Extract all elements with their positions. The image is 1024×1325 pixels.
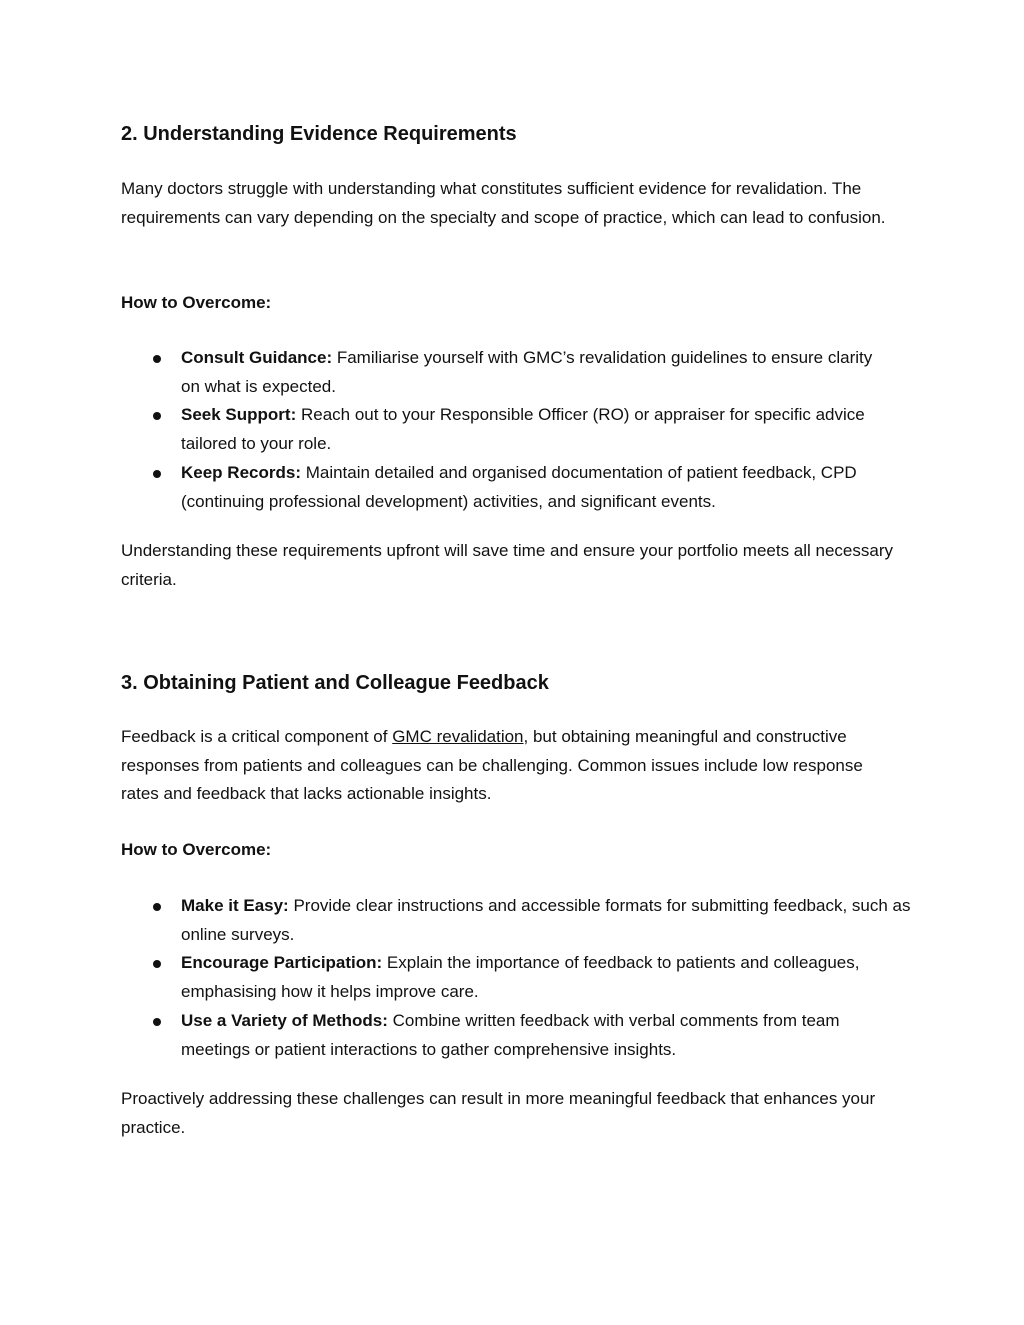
section-evidence-requirements <box>121 120 911 148</box>
list-item-term: Consult Guidance: <box>181 348 333 367</box>
list-item <box>121 1007 911 1064</box>
section-heading: 3. Obtaining Patient and Colleague Feedback <box>121 672 549 694</box>
bullet-list <box>121 344 881 516</box>
list-item <box>121 459 881 516</box>
list-item-term: Encourage Participation: <box>181 953 383 973</box>
list-item-text: Explain the importance of feedback to patients and colleagues, emphasising how it helps improve care. <box>181 953 860 1002</box>
bullet-icon <box>153 1018 161 1026</box>
how-to-overcome-label: How to Overcome: <box>121 840 272 859</box>
intro-paragraph: Many doctors struggle with understanding what constitutes sufficient evidence for revalidation. The requirements can vary depending on the specialty and scope of practice, which can lead to confusion. <box>121 179 886 227</box>
bullet-icon <box>153 470 161 478</box>
list-item-text: Provide clear instructions and accessible formats for submitting feedback, such as online surveys. <box>181 896 911 944</box>
how-to-overcome-block <box>121 836 911 864</box>
intro-text-after: , but obtaining meaningful and constructive responses from patients and colleagues can be challenging. Common issues include low response rates and feedback that lacks actionable insights. <box>121 727 863 804</box>
bullet-icon <box>153 903 161 911</box>
section-feedback <box>121 669 911 697</box>
list-item-term: Seek Support: <box>181 405 297 425</box>
list-item-term: Use a Variety of Methods: <box>181 1010 388 1030</box>
bullet-icon <box>153 355 161 363</box>
intro-paragraph <box>121 723 881 809</box>
how-to-overcome-block <box>121 289 911 317</box>
list-item <box>121 344 881 401</box>
closing-paragraph: Understanding these requirements upfront will save time and ensure your portfolio meets all necessary criteria. <box>121 541 894 589</box>
list-item-term: Make it Easy: <box>181 896 289 915</box>
list-item-text: Reach out to your Responsible Officer (RO) or appraiser for specific advice tailored to your role. <box>181 405 865 454</box>
list-item <box>121 401 881 458</box>
closing-paragraph-block <box>121 537 911 594</box>
section-intro-paragraph <box>121 723 881 809</box>
list-item <box>121 949 911 1006</box>
list-item-text: Combine written feedback with verbal comments from team meetings or patient interactions to gather comprehensive insights. <box>181 1010 840 1059</box>
bullet-icon <box>153 960 161 968</box>
closing-paragraph-block <box>121 1085 901 1142</box>
list-item-term: Keep Records: <box>181 462 301 482</box>
list-item <box>121 892 911 949</box>
list-item-text: Familiarise yourself with GMC’s revalidation guidelines to ensure clarity on what is expected. <box>181 348 873 396</box>
section-intro-paragraph <box>121 175 911 232</box>
section-heading: 2. Understanding Evidence Requirements <box>121 123 517 145</box>
intro-text-before: Feedback is a critical component of <box>121 727 393 746</box>
gmc-revalidation-link[interactable]: GMC revalidation <box>392 727 524 746</box>
bullet-list <box>121 892 911 1064</box>
bullet-icon <box>153 412 161 420</box>
closing-paragraph: Proactively addressing these challenges can result in more meaningful feedback that enhances your practice. <box>121 1089 876 1137</box>
tips-list <box>121 344 881 516</box>
how-to-overcome-label: How to Overcome: <box>121 293 272 312</box>
list-item-text: Maintain detailed and organised documentation of patient feedback, CPD (continuing professional development) activities, and significant events. <box>181 462 857 511</box>
tips-list <box>121 892 911 1064</box>
